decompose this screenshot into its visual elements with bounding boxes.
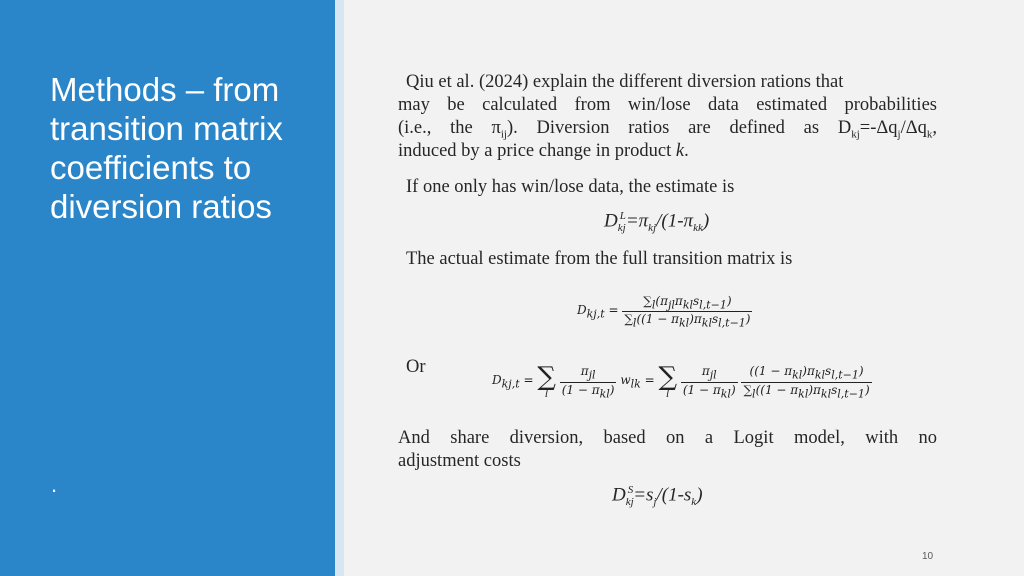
- sidebar-panel: [0, 0, 335, 576]
- winlose-text: If one only has win/lose data, the estimate is: [406, 177, 735, 197]
- full-matrix-text: The actual estimate from the full transition matrix is: [406, 249, 793, 269]
- intro-line-3: (i.e., the $\pi_{ij}$). Diversion ratios are defined as $D_{kj}=-\Delta q_j/\Delta q_k$,: [398, 118, 937, 141]
- bullet-dot: .: [51, 472, 58, 497]
- intro-line-4: induced by a price change in product k.: [398, 141, 689, 161]
- logit-line-2: adjustment costs: [398, 451, 521, 471]
- page-number: 10: [922, 551, 934, 562]
- formula-full-matrix: $D_{kj,t}$ = $\frac{\sum_l(\pi_{jl}\pi_{kl}s_{l,t-1})}{\sum_l((1 - \pi_{kl})\pi_{kl}s_{l,t-1})}$: [577, 294, 751, 330]
- intro-line-1: Qiu et al. (2024) explain the different diversion rations that: [406, 72, 844, 92]
- divider-strip: [335, 0, 344, 576]
- formula-logit: $D_{kj}^S=s_j/(1-s_k)$: [612, 484, 703, 509]
- intro-line-2: may be calculated from win/lose data estimated probabilities: [398, 95, 937, 115]
- logit-line-1: And share diversion, based on a Logit model, with no: [398, 428, 937, 448]
- or-text: Or: [406, 357, 426, 377]
- pi-ij-symbol: $\pi_{ij}$: [491, 118, 507, 141]
- formula-or: $D_{kj,t}$ = ∑ l $\frac{\pi_{jl}}{(1 - \pi_{kl})}$ $w_{lk}$ = ∑ l $\frac{\pi_{jl}}{(1 - \pi_{kl})}$ $\frac{((1 - \pi_{kl})\pi_{kl}s_{l,t-1})}{\sum_l((1 - \pi_{kl})\pi_{kl}s_{l,t-1})}$: [492, 362, 870, 400]
- slide-title: Methods – from transition matrix coefficients to diversion ratios: [50, 71, 283, 225]
- formula-winlose: $D_{kj}^L=\pi_{kj}/(1-\pi_{kk})$: [604, 210, 710, 235]
